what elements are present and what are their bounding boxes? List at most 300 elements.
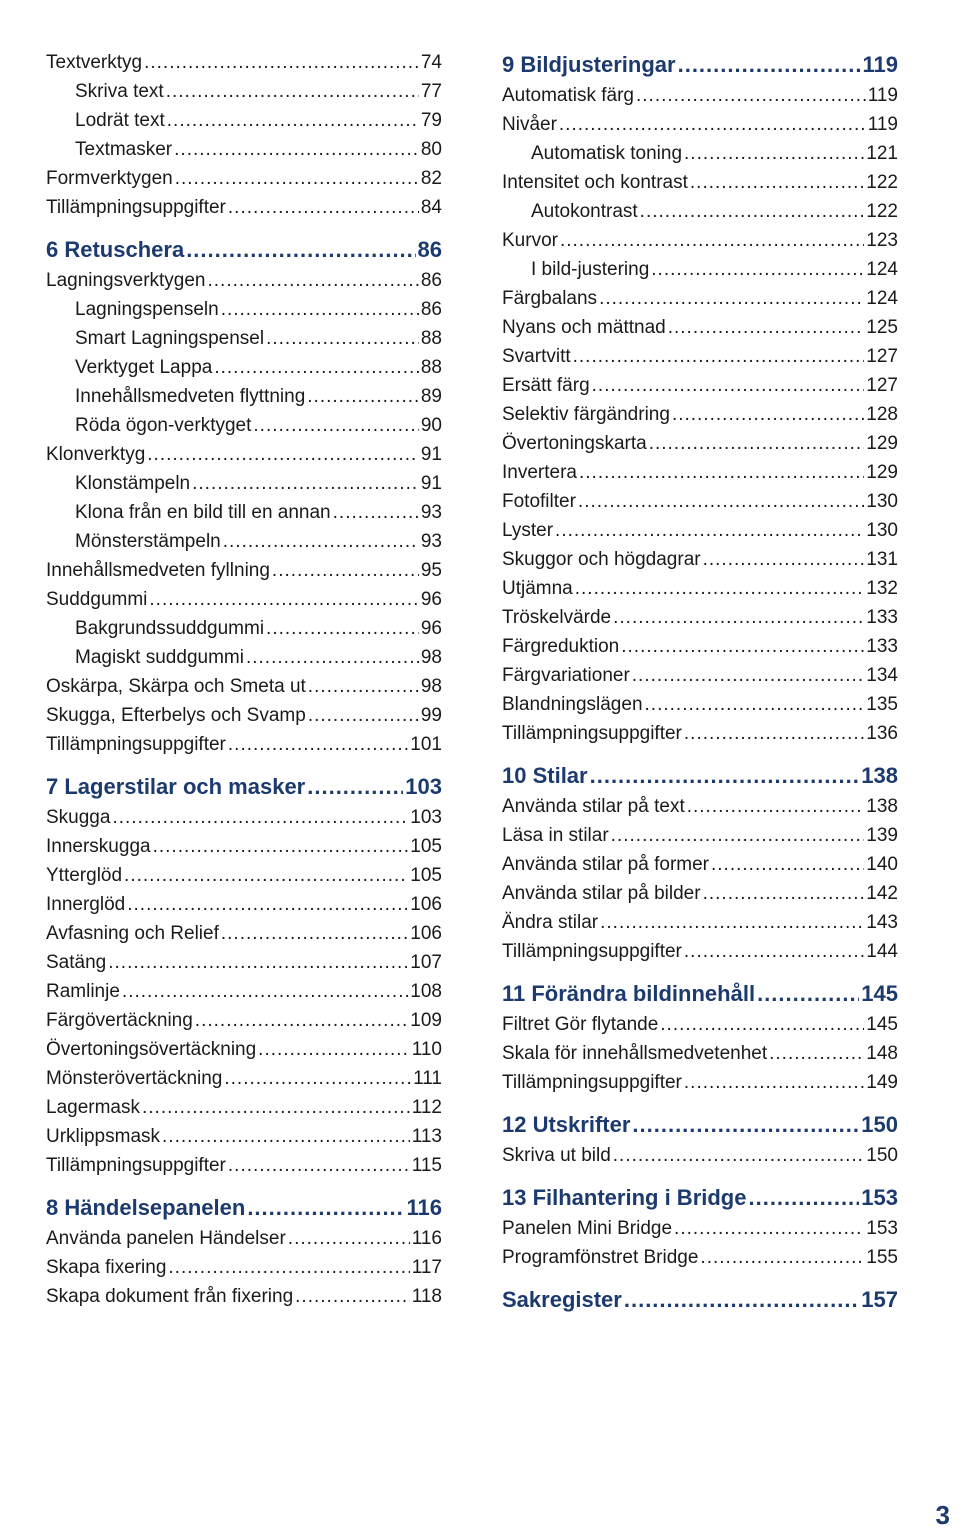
toc-entry-label: Satäng bbox=[46, 952, 107, 973]
toc-entry bbox=[46, 861, 442, 890]
dot-leader bbox=[640, 197, 865, 226]
dot-leader bbox=[645, 690, 865, 719]
dot-leader bbox=[258, 1035, 410, 1064]
toc-entry-label: I bild-justering bbox=[531, 259, 650, 280]
toc-entry bbox=[46, 193, 442, 222]
toc-entry bbox=[46, 890, 442, 919]
toc-page-number: 105 bbox=[410, 836, 442, 857]
toc-entry-label: Blandningslägen bbox=[502, 694, 643, 715]
dot-leader bbox=[769, 1039, 864, 1068]
toc-entry-label: Nivåer bbox=[502, 114, 557, 135]
toc-entry bbox=[46, 1253, 442, 1282]
toc-page-number: 88 bbox=[420, 328, 442, 349]
dot-leader bbox=[122, 977, 408, 1006]
dot-leader bbox=[266, 614, 419, 643]
dot-leader bbox=[108, 948, 408, 977]
dot-leader bbox=[247, 1191, 404, 1224]
toc-subentry bbox=[46, 469, 442, 498]
toc-entry-label: Mönsterövertäckning bbox=[46, 1068, 223, 1089]
dot-leader bbox=[684, 937, 864, 966]
toc-entry-label: Urklippsmask bbox=[46, 1126, 161, 1147]
toc-entry-label: Skriva text bbox=[75, 81, 164, 102]
toc-entry-label: Ramlinje bbox=[46, 981, 120, 1002]
toc-entry-label: Verktyget Lappa bbox=[75, 357, 213, 378]
toc-entry-label: Tillämpningsuppgifter bbox=[502, 941, 682, 962]
toc-subentry bbox=[46, 643, 442, 672]
toc-page-number: 130 bbox=[866, 491, 898, 512]
toc-entry-label: Klonstämpeln bbox=[75, 473, 191, 494]
dot-leader bbox=[224, 1064, 411, 1093]
dot-leader bbox=[308, 701, 419, 730]
toc-entry-label: Automatisk färg bbox=[502, 85, 634, 106]
toc-page-number: 93 bbox=[420, 531, 442, 552]
toc-entry-label: Invertera bbox=[502, 462, 577, 483]
dot-leader bbox=[757, 977, 859, 1010]
toc-entry-label: Använda stilar på bilder bbox=[502, 883, 701, 904]
dot-leader bbox=[611, 821, 865, 850]
toc-entry bbox=[46, 672, 442, 701]
toc-entry-label: 9 Bildjusteringar bbox=[502, 52, 676, 77]
toc-page-number: 129 bbox=[866, 462, 898, 483]
toc-page-number: 125 bbox=[866, 317, 898, 338]
dot-leader bbox=[167, 106, 419, 135]
dot-leader bbox=[174, 135, 419, 164]
toc-page-number: 80 bbox=[420, 139, 442, 160]
toc-page-number: 124 bbox=[866, 259, 898, 280]
dot-leader bbox=[684, 719, 864, 748]
toc-page-number: 82 bbox=[420, 168, 442, 189]
toc-page-number: 91 bbox=[420, 444, 442, 465]
toc-entry bbox=[502, 400, 898, 429]
dot-leader bbox=[651, 255, 864, 284]
toc-subentry bbox=[46, 135, 442, 164]
toc-page-number: 130 bbox=[866, 520, 898, 541]
toc-entry bbox=[502, 168, 898, 197]
dot-leader bbox=[223, 527, 419, 556]
toc-page-number: 95 bbox=[420, 560, 442, 581]
toc-entry-label: Lodrät text bbox=[75, 110, 165, 131]
toc-entry bbox=[502, 226, 898, 255]
toc-page-number: 133 bbox=[866, 607, 898, 628]
dot-leader bbox=[672, 400, 864, 429]
dot-leader bbox=[142, 1093, 410, 1122]
toc-page-number: 116 bbox=[411, 1228, 442, 1249]
dot-leader bbox=[703, 879, 865, 908]
dot-leader bbox=[748, 1181, 859, 1214]
dot-leader bbox=[613, 1141, 865, 1170]
toc-page-number: 142 bbox=[866, 883, 898, 904]
dot-leader bbox=[246, 643, 419, 672]
toc-chapter-heading bbox=[46, 1191, 442, 1224]
toc-page-number: 145 bbox=[866, 1014, 898, 1035]
toc-subentry bbox=[46, 324, 442, 353]
toc-entry bbox=[46, 701, 442, 730]
toc-entry-label: Skapa dokument från fixering bbox=[46, 1286, 294, 1307]
toc-entry bbox=[502, 545, 898, 574]
toc-entry-label: Avfasning och Relief bbox=[46, 923, 219, 944]
toc-page-number: 122 bbox=[866, 201, 898, 222]
toc-page-number: 157 bbox=[861, 1287, 898, 1312]
dot-leader bbox=[307, 382, 419, 411]
dot-leader bbox=[555, 516, 864, 545]
toc-chapter-heading bbox=[502, 1181, 898, 1214]
toc-page-number: 150 bbox=[861, 1112, 898, 1137]
toc-entry bbox=[502, 110, 898, 139]
toc-page-number: 111 bbox=[413, 1068, 442, 1089]
toc-entry bbox=[46, 1064, 442, 1093]
toc-entry-label: Skugga bbox=[46, 807, 111, 828]
dot-leader bbox=[575, 574, 865, 603]
toc-entry-label: Lyster bbox=[502, 520, 554, 541]
toc-page-number: 122 bbox=[866, 172, 898, 193]
toc-entry bbox=[502, 487, 898, 516]
toc-entry-label: Mönsterstämpeln bbox=[75, 531, 221, 552]
dot-leader bbox=[592, 371, 865, 400]
toc-entry-label: Skala för innehållsmedvetenhet bbox=[502, 1043, 768, 1064]
toc-subentry bbox=[502, 255, 898, 284]
toc-entry-label: Färgreduktion bbox=[502, 636, 620, 657]
toc-entry bbox=[502, 632, 898, 661]
toc-page-number: 119 bbox=[862, 52, 898, 77]
toc-entry-label: Suddgummi bbox=[46, 589, 148, 610]
toc-page-number: 127 bbox=[866, 375, 898, 396]
toc-entry bbox=[46, 1122, 442, 1151]
toc-chapter-heading bbox=[46, 233, 442, 266]
toc-entry bbox=[502, 458, 898, 487]
toc-entry bbox=[502, 81, 898, 110]
toc-page-number: 90 bbox=[420, 415, 442, 436]
toc-entry-label: Ändra stilar bbox=[502, 912, 599, 933]
toc-page-number: 131 bbox=[866, 549, 898, 570]
toc-entry-label: Röda ögon-verktyget bbox=[75, 415, 252, 436]
toc-entry-label: 8 Händelsepanelen bbox=[46, 1195, 246, 1220]
toc-page-number: 99 bbox=[420, 705, 442, 726]
toc-entry bbox=[46, 1006, 442, 1035]
toc-page-number: 74 bbox=[420, 52, 442, 73]
dot-leader bbox=[621, 632, 864, 661]
toc-page-number: 119 bbox=[867, 114, 898, 135]
toc-entry-label: 13 Filhantering i Bridge bbox=[502, 1185, 747, 1210]
dot-leader bbox=[112, 803, 408, 832]
toc-entry-label: Automatisk toning bbox=[531, 143, 683, 164]
dot-leader bbox=[590, 759, 860, 792]
dot-leader bbox=[307, 770, 403, 803]
toc-entry bbox=[502, 342, 898, 371]
toc-entry-label: Textverktyg bbox=[46, 52, 143, 73]
toc-entry-label: Utjämna bbox=[502, 578, 573, 599]
toc-entry-label: Läsa in stilar bbox=[502, 825, 609, 846]
dot-leader bbox=[649, 429, 865, 458]
dot-leader bbox=[272, 556, 419, 585]
toc-page-number: 134 bbox=[866, 665, 898, 686]
dot-leader bbox=[573, 342, 865, 371]
toc-page-number: 107 bbox=[410, 952, 442, 973]
toc-entry-label: Smart Lagningspensel bbox=[75, 328, 265, 349]
toc-page-number: 98 bbox=[420, 676, 442, 697]
toc-page-number: 101 bbox=[410, 734, 442, 755]
toc-entry bbox=[502, 1068, 898, 1097]
toc-entry bbox=[502, 516, 898, 545]
dot-leader bbox=[632, 661, 865, 690]
toc-entry bbox=[46, 977, 442, 1006]
toc-entry-label: Formverktygen bbox=[46, 168, 173, 189]
toc-subentry bbox=[46, 106, 442, 135]
dot-leader bbox=[144, 48, 419, 77]
dot-leader bbox=[660, 1010, 864, 1039]
toc-entry-label: Tillämpningsuppgifter bbox=[502, 723, 682, 744]
dot-leader bbox=[678, 48, 861, 81]
toc-page-number: 109 bbox=[410, 1010, 442, 1031]
toc-page-number: 132 bbox=[866, 578, 898, 599]
toc-entry bbox=[502, 792, 898, 821]
toc-entry-label: Tillämpningsuppgifter bbox=[46, 1155, 226, 1176]
dot-leader bbox=[195, 1006, 409, 1035]
toc-entry-label: Skapa fixering bbox=[46, 1257, 167, 1278]
toc-entry-label: Färgbalans bbox=[502, 288, 598, 309]
toc-entry bbox=[46, 919, 442, 948]
dot-leader bbox=[690, 168, 864, 197]
dot-leader bbox=[559, 110, 866, 139]
toc-entry-label: Tillämpningsuppgifter bbox=[46, 734, 226, 755]
toc-entry-label: 11 Förändra bildinnehåll bbox=[502, 981, 756, 1006]
toc-entry-label: Sakregister bbox=[502, 1287, 622, 1312]
dot-leader bbox=[599, 284, 864, 313]
dot-leader bbox=[175, 164, 419, 193]
toc-entry-label: Skuggor och högdagrar bbox=[502, 549, 701, 570]
toc-page-number: 133 bbox=[866, 636, 898, 657]
toc-subentry bbox=[46, 498, 442, 527]
dot-leader bbox=[166, 77, 419, 106]
dot-leader bbox=[153, 832, 409, 861]
toc-entry bbox=[46, 730, 442, 759]
toc-entry bbox=[502, 313, 898, 342]
dot-leader bbox=[149, 585, 418, 614]
toc-entry-label: Kurvor bbox=[502, 230, 558, 251]
dot-leader bbox=[208, 266, 419, 295]
toc-entry-label: Använda panelen Händelser bbox=[46, 1228, 286, 1249]
toc-subentry bbox=[46, 353, 442, 382]
toc-page-number: 112 bbox=[411, 1097, 442, 1118]
toc-page-number: 135 bbox=[866, 694, 898, 715]
toc-page-number: 86 bbox=[420, 299, 442, 320]
toc-entry-label: 6 Retuschera bbox=[46, 237, 185, 262]
toc-chapter-heading bbox=[502, 759, 898, 792]
toc-page-number: 106 bbox=[410, 894, 442, 915]
toc-entry bbox=[502, 1010, 898, 1039]
toc-page-number: 118 bbox=[411, 1286, 442, 1307]
toc-entry-label: Tröskelvärde bbox=[502, 607, 612, 628]
toc-page-number: 110 bbox=[411, 1039, 442, 1060]
dot-leader bbox=[295, 1282, 410, 1311]
dot-leader bbox=[127, 890, 408, 919]
toc-page-number: 79 bbox=[420, 110, 442, 131]
toc-page-number: 144 bbox=[866, 941, 898, 962]
dot-leader bbox=[308, 672, 419, 701]
toc-page-number: 143 bbox=[866, 912, 898, 933]
dot-leader bbox=[214, 353, 419, 382]
dot-leader bbox=[578, 487, 864, 516]
toc-entry bbox=[502, 574, 898, 603]
toc-entry-label: Nyans och mättnad bbox=[502, 317, 666, 338]
toc-entry bbox=[46, 164, 442, 193]
toc-page-number: 136 bbox=[866, 723, 898, 744]
toc-page-number: 88 bbox=[420, 357, 442, 378]
dot-leader bbox=[168, 1253, 409, 1282]
dot-leader bbox=[221, 919, 408, 948]
toc-page-number: 155 bbox=[866, 1247, 898, 1268]
toc-entry bbox=[502, 821, 898, 850]
dot-leader bbox=[687, 792, 865, 821]
toc-page-number: 127 bbox=[866, 346, 898, 367]
toc-entry-label: Använda stilar på text bbox=[502, 796, 685, 817]
toc-entry-label: Färgövertäckning bbox=[46, 1010, 193, 1031]
dot-leader bbox=[221, 295, 419, 324]
dot-leader bbox=[228, 730, 408, 759]
toc-page-number: 148 bbox=[866, 1043, 898, 1064]
toc-entry bbox=[502, 1243, 898, 1272]
toc-chapter-heading bbox=[502, 48, 898, 81]
toc-page-number: 84 bbox=[420, 197, 442, 218]
dot-leader bbox=[684, 139, 864, 168]
toc-page-number: 145 bbox=[861, 981, 898, 1006]
toc-entry-label: Textmasker bbox=[75, 139, 173, 160]
dot-leader bbox=[266, 324, 419, 353]
dot-leader bbox=[228, 193, 419, 222]
dot-leader bbox=[674, 1214, 864, 1243]
toc-page-number: 86 bbox=[417, 237, 442, 262]
toc-entry-label: Lagningspenseln bbox=[75, 299, 219, 320]
toc-page-number: 153 bbox=[866, 1218, 898, 1239]
toc-chapter-heading bbox=[502, 1283, 898, 1316]
dot-leader bbox=[186, 233, 415, 266]
toc-entry bbox=[502, 1039, 898, 1068]
toc-entry-label: Tillämpningsuppgifter bbox=[46, 197, 226, 218]
toc-page-number: 153 bbox=[861, 1185, 898, 1210]
dot-leader bbox=[613, 603, 864, 632]
toc-page-number: 138 bbox=[861, 763, 898, 788]
toc-page-number: 115 bbox=[411, 1155, 442, 1176]
toc-entry bbox=[46, 1093, 442, 1122]
toc-subentry bbox=[46, 77, 442, 106]
toc-page-number: 103 bbox=[405, 774, 442, 799]
dot-leader bbox=[624, 1283, 859, 1316]
toc-page-number: 116 bbox=[406, 1195, 442, 1220]
toc-entry-label: Tillämpningsuppgifter bbox=[502, 1072, 682, 1093]
toc-entry bbox=[46, 266, 442, 295]
toc-entry-label: Oskärpa, Skärpa och Smeta ut bbox=[46, 676, 306, 697]
toc-subentry bbox=[502, 139, 898, 168]
dot-leader bbox=[600, 908, 864, 937]
toc-entry-label: Innehållsmedveten flyttning bbox=[75, 386, 306, 407]
dot-leader bbox=[579, 458, 864, 487]
dot-leader bbox=[560, 226, 864, 255]
toc-entry bbox=[502, 1214, 898, 1243]
toc-page-number: 91 bbox=[420, 473, 442, 494]
toc-entry-label: Svartvitt bbox=[502, 346, 571, 367]
dot-leader bbox=[288, 1224, 410, 1253]
toc-entry-label: Klonverktyg bbox=[46, 444, 146, 465]
toc-page-number: 121 bbox=[866, 143, 898, 164]
toc-entry-label: Lagermask bbox=[46, 1097, 140, 1118]
dot-leader bbox=[668, 313, 865, 342]
toc-entry bbox=[46, 832, 442, 861]
toc-entry bbox=[46, 1035, 442, 1064]
toc-entry-label: Filtret Gör flytande bbox=[502, 1014, 659, 1035]
dot-leader bbox=[684, 1068, 864, 1097]
toc-entry bbox=[502, 850, 898, 879]
toc-entry-label: Skugga, Efterbelys och Svamp bbox=[46, 705, 306, 726]
toc-entry-label: Magiskt suddgummi bbox=[75, 647, 244, 668]
dot-leader bbox=[228, 1151, 410, 1180]
toc-page-number: 108 bbox=[410, 981, 442, 1002]
dot-leader bbox=[700, 1243, 864, 1272]
toc-entry-label: Panelen Mini Bridge bbox=[502, 1218, 673, 1239]
dot-leader bbox=[162, 1122, 410, 1151]
toc-entry-label: Ersätt färg bbox=[502, 375, 590, 396]
dot-leader bbox=[253, 411, 418, 440]
toc-page-number: 89 bbox=[420, 386, 442, 407]
dot-leader bbox=[333, 498, 419, 527]
toc-page-number: 98 bbox=[420, 647, 442, 668]
toc-subentry bbox=[502, 197, 898, 226]
toc-entry bbox=[502, 1141, 898, 1170]
toc-entry bbox=[46, 803, 442, 832]
toc-page-number: 124 bbox=[866, 288, 898, 309]
toc-page-number: 113 bbox=[411, 1126, 442, 1147]
toc-entry-label: Innehållsmedveten fyllning bbox=[46, 560, 270, 581]
toc-entry bbox=[46, 1151, 442, 1180]
toc-page-number: 140 bbox=[866, 854, 898, 875]
toc-entry-label: 10 Stilar bbox=[502, 763, 588, 788]
toc-page-number: 149 bbox=[866, 1072, 898, 1093]
toc-entry-label: Övertoningskarta bbox=[502, 433, 647, 454]
dot-leader bbox=[636, 81, 866, 110]
toc-entry bbox=[502, 661, 898, 690]
toc-page-number: 105 bbox=[410, 865, 442, 886]
toc-entry bbox=[46, 1224, 442, 1253]
toc-subentry bbox=[46, 614, 442, 643]
toc-entry-label: Fotofilter bbox=[502, 491, 576, 512]
toc-entry-label: Programfönstret Bridge bbox=[502, 1247, 699, 1268]
toc-entry-label: 12 Utskrifter bbox=[502, 1112, 631, 1137]
toc-entry-label: Selektiv färgändring bbox=[502, 404, 670, 425]
dot-leader bbox=[147, 440, 419, 469]
toc-page-number: 123 bbox=[866, 230, 898, 251]
toc-entry bbox=[502, 284, 898, 313]
toc-entry bbox=[502, 429, 898, 458]
toc-page-number: 139 bbox=[866, 825, 898, 846]
dot-leader bbox=[192, 469, 419, 498]
toc-entry-label: Innerskugga bbox=[46, 836, 151, 857]
toc-entry bbox=[46, 556, 442, 585]
toc-entry-label: Innerglöd bbox=[46, 894, 126, 915]
dot-leader bbox=[703, 545, 865, 574]
toc-page-number: 119 bbox=[867, 85, 898, 106]
toc-entry-label: 7 Lagerstilar och masker bbox=[46, 774, 306, 799]
toc-entry-label: Klona från en bild till en annan bbox=[75, 502, 331, 523]
toc-page-number: 103 bbox=[410, 807, 442, 828]
toc-entry bbox=[502, 371, 898, 400]
toc-page-number: 93 bbox=[420, 502, 442, 523]
toc-entry bbox=[46, 948, 442, 977]
toc-entry-label: Ytterglöd bbox=[46, 865, 123, 886]
toc-entry-label: Intensitet och kontrast bbox=[502, 172, 688, 193]
toc-chapter-heading bbox=[502, 977, 898, 1010]
toc-page-number: 150 bbox=[866, 1145, 898, 1166]
toc-page-number: 77 bbox=[420, 81, 442, 102]
toc-page-number: 129 bbox=[866, 433, 898, 454]
toc-entry bbox=[46, 1282, 442, 1311]
